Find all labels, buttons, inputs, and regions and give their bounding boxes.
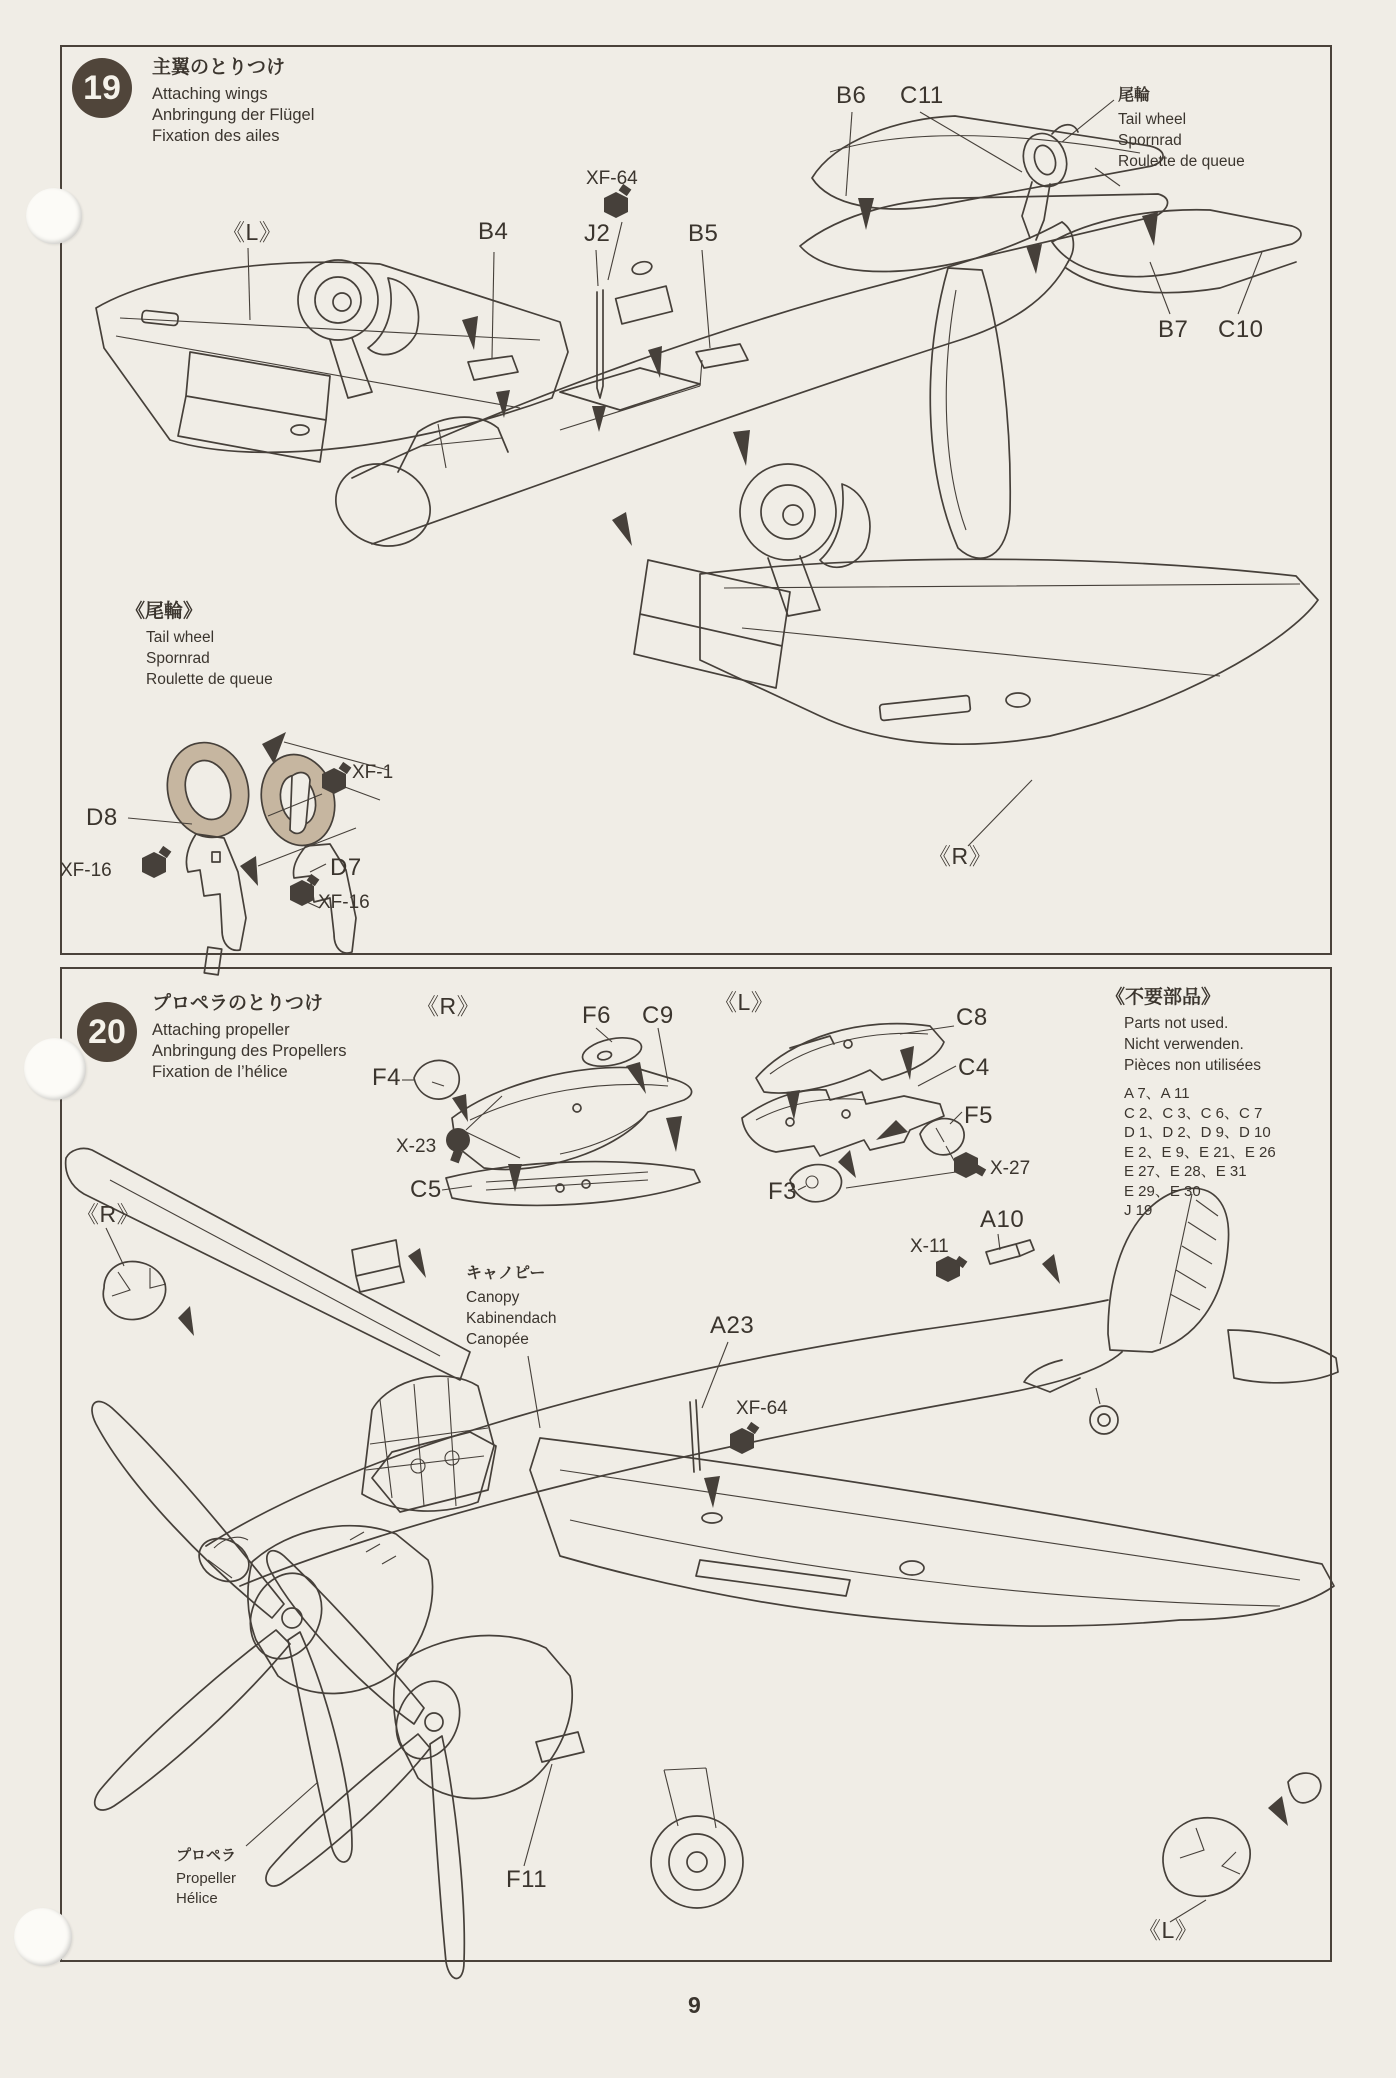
tailwheel-note-de: Spornrad	[1118, 132, 1182, 149]
right-wing-assembly	[612, 430, 1318, 846]
part-label-f5: F5	[964, 1102, 994, 1129]
parts-not-used-item: E 27、E 28、E 31	[1124, 1163, 1247, 1180]
paint-label-x11: X-11	[910, 1236, 949, 1257]
part-label-a10: A10	[980, 1206, 1025, 1233]
left-nacelle-mark: 《L》	[714, 989, 775, 1015]
tailwheel-heading-de: Spornrad	[146, 650, 210, 667]
parts-not-used-en: Parts not used.	[1124, 1015, 1229, 1032]
part-label-c5: C5	[410, 1176, 442, 1203]
step19-title-de: Anbringung der Flügel	[152, 106, 315, 124]
part-label-f11: F11	[506, 1866, 548, 1893]
paint-label-x27: X-27	[990, 1158, 1031, 1179]
parts-not-used-panel	[1106, 982, 1276, 1221]
fuselage	[324, 222, 1073, 559]
part-label-d8: D8	[86, 804, 118, 831]
parts-not-used-heading: 《不要部品》	[1106, 987, 1221, 1008]
small-parts	[468, 222, 748, 432]
canopy-note	[466, 1260, 557, 1350]
part-label-c11: C11	[900, 82, 944, 109]
canopy-note-en: Canopy	[466, 1289, 520, 1306]
punch-hole	[24, 1038, 86, 1100]
right-nacelle-exploded	[402, 1028, 700, 1205]
parts-not-used-item: E 29、E 30	[1124, 1182, 1201, 1200]
part-label-c9: C9	[642, 1002, 674, 1029]
part-label-f6: F6	[582, 1002, 612, 1029]
step20-title-en: Attaching propeller	[152, 1021, 290, 1039]
aircraft-main-view	[66, 1148, 1338, 1978]
canopy-note-de: Kabinendach	[466, 1310, 557, 1327]
parts-not-used-item: C 2、C 3、C 6、C 7	[1124, 1104, 1263, 1122]
page-number: 9	[688, 1992, 701, 2018]
paint-label-xf16-right: XF-16	[318, 892, 370, 913]
step19-title-en: Attaching wings	[152, 85, 268, 103]
part-label-f4: F4	[372, 1064, 402, 1091]
propeller-note	[176, 1844, 236, 1909]
elevator-parts-right	[1052, 210, 1301, 314]
paint-label-xf16-left: XF-16	[60, 860, 112, 881]
step20-title-de: Anbringung des Propellers	[152, 1042, 347, 1060]
part-label-b4: B4	[478, 218, 509, 245]
step-number: 19	[83, 68, 121, 107]
step19-title-fr: Fixation des ailes	[152, 127, 280, 145]
punch-hole	[14, 1908, 72, 1966]
tailwheel-heading-jp: 《尾輪》	[126, 601, 203, 622]
part-label-b7: B7	[1158, 316, 1189, 343]
part-label-c10: C10	[1218, 316, 1264, 343]
part-label-a23: A23	[710, 1312, 755, 1339]
parts-not-used-list	[1124, 1084, 1276, 1221]
canopy-note-jp: キャノピー	[466, 1265, 546, 1282]
tailwheel-heading-en: Tail wheel	[146, 629, 215, 646]
parts-not-used-item: J 19	[1124, 1202, 1153, 1219]
left-wing-assembly	[96, 248, 568, 462]
propeller-note-jp: プロペラ	[176, 1847, 237, 1864]
tailwheel-heading	[126, 596, 273, 690]
tailwheel-note-en: Tail wheel	[1118, 111, 1187, 128]
step20-title	[152, 988, 346, 1083]
tail-wheel-small	[1017, 100, 1114, 274]
step20-title-jp: プロペラのとりつけ	[152, 993, 324, 1014]
paint-label-x23: X-23	[396, 1136, 437, 1157]
step19-title-jp: 主翼のとりつけ	[152, 57, 286, 78]
parts-not-used-de: Nicht verwenden.	[1124, 1036, 1244, 1053]
parts-not-used-item: A 7、A 11	[1124, 1085, 1190, 1102]
paint-label-xf64: XF-64	[736, 1398, 788, 1419]
step-number-badge	[72, 58, 132, 118]
propeller-note-fr: Hélice	[176, 1890, 218, 1907]
parts-not-used-item: D 1、D 2、D 9、D 10	[1124, 1124, 1271, 1141]
parts-not-used-fr: Pièces non utilisées	[1124, 1057, 1261, 1074]
right-side-mark: 《R》	[928, 843, 993, 869]
part-label-c8: C8	[956, 1004, 988, 1031]
canopy-note-fr: Canopée	[466, 1331, 529, 1348]
tailwheel-note-fr: Roulette de queue	[1118, 153, 1245, 170]
parts-not-used-item: E 2、E 9、E 21、E 26	[1124, 1143, 1276, 1161]
elevator-parts	[800, 112, 1168, 271]
paint-label-xf64: XF-64	[586, 168, 638, 189]
part-label-b5: B5	[688, 220, 719, 247]
tailwheel-note-jp: 尾輪	[1118, 87, 1151, 104]
step20-title-fr: Fixation de l’hélice	[152, 1063, 288, 1081]
right-spinner-mark: 《R》	[76, 1201, 141, 1227]
tailwheel-heading-fr: Roulette de queue	[146, 671, 273, 688]
part-label-f3: F3	[768, 1178, 798, 1205]
part-label-c4: C4	[958, 1054, 990, 1081]
right-nacelle-mark: 《R》	[416, 993, 481, 1019]
left-nacelle-exploded	[742, 1024, 964, 1202]
tailwheel-note	[1118, 82, 1245, 172]
step-number: 20	[88, 1012, 126, 1051]
left-spinner-mark: 《L》	[1138, 1917, 1199, 1943]
part-label-b6: B6	[836, 82, 867, 109]
paint-label-xf1: XF-1	[352, 762, 394, 783]
part-label-d7: D7	[330, 854, 362, 881]
step19-title	[152, 52, 314, 147]
left-side-mark: 《L》	[222, 219, 283, 245]
punch-hole	[26, 188, 82, 244]
part-label-j2: J2	[584, 220, 611, 247]
step-number-badge	[77, 1002, 137, 1062]
propeller-note-en: Propeller	[176, 1870, 237, 1887]
